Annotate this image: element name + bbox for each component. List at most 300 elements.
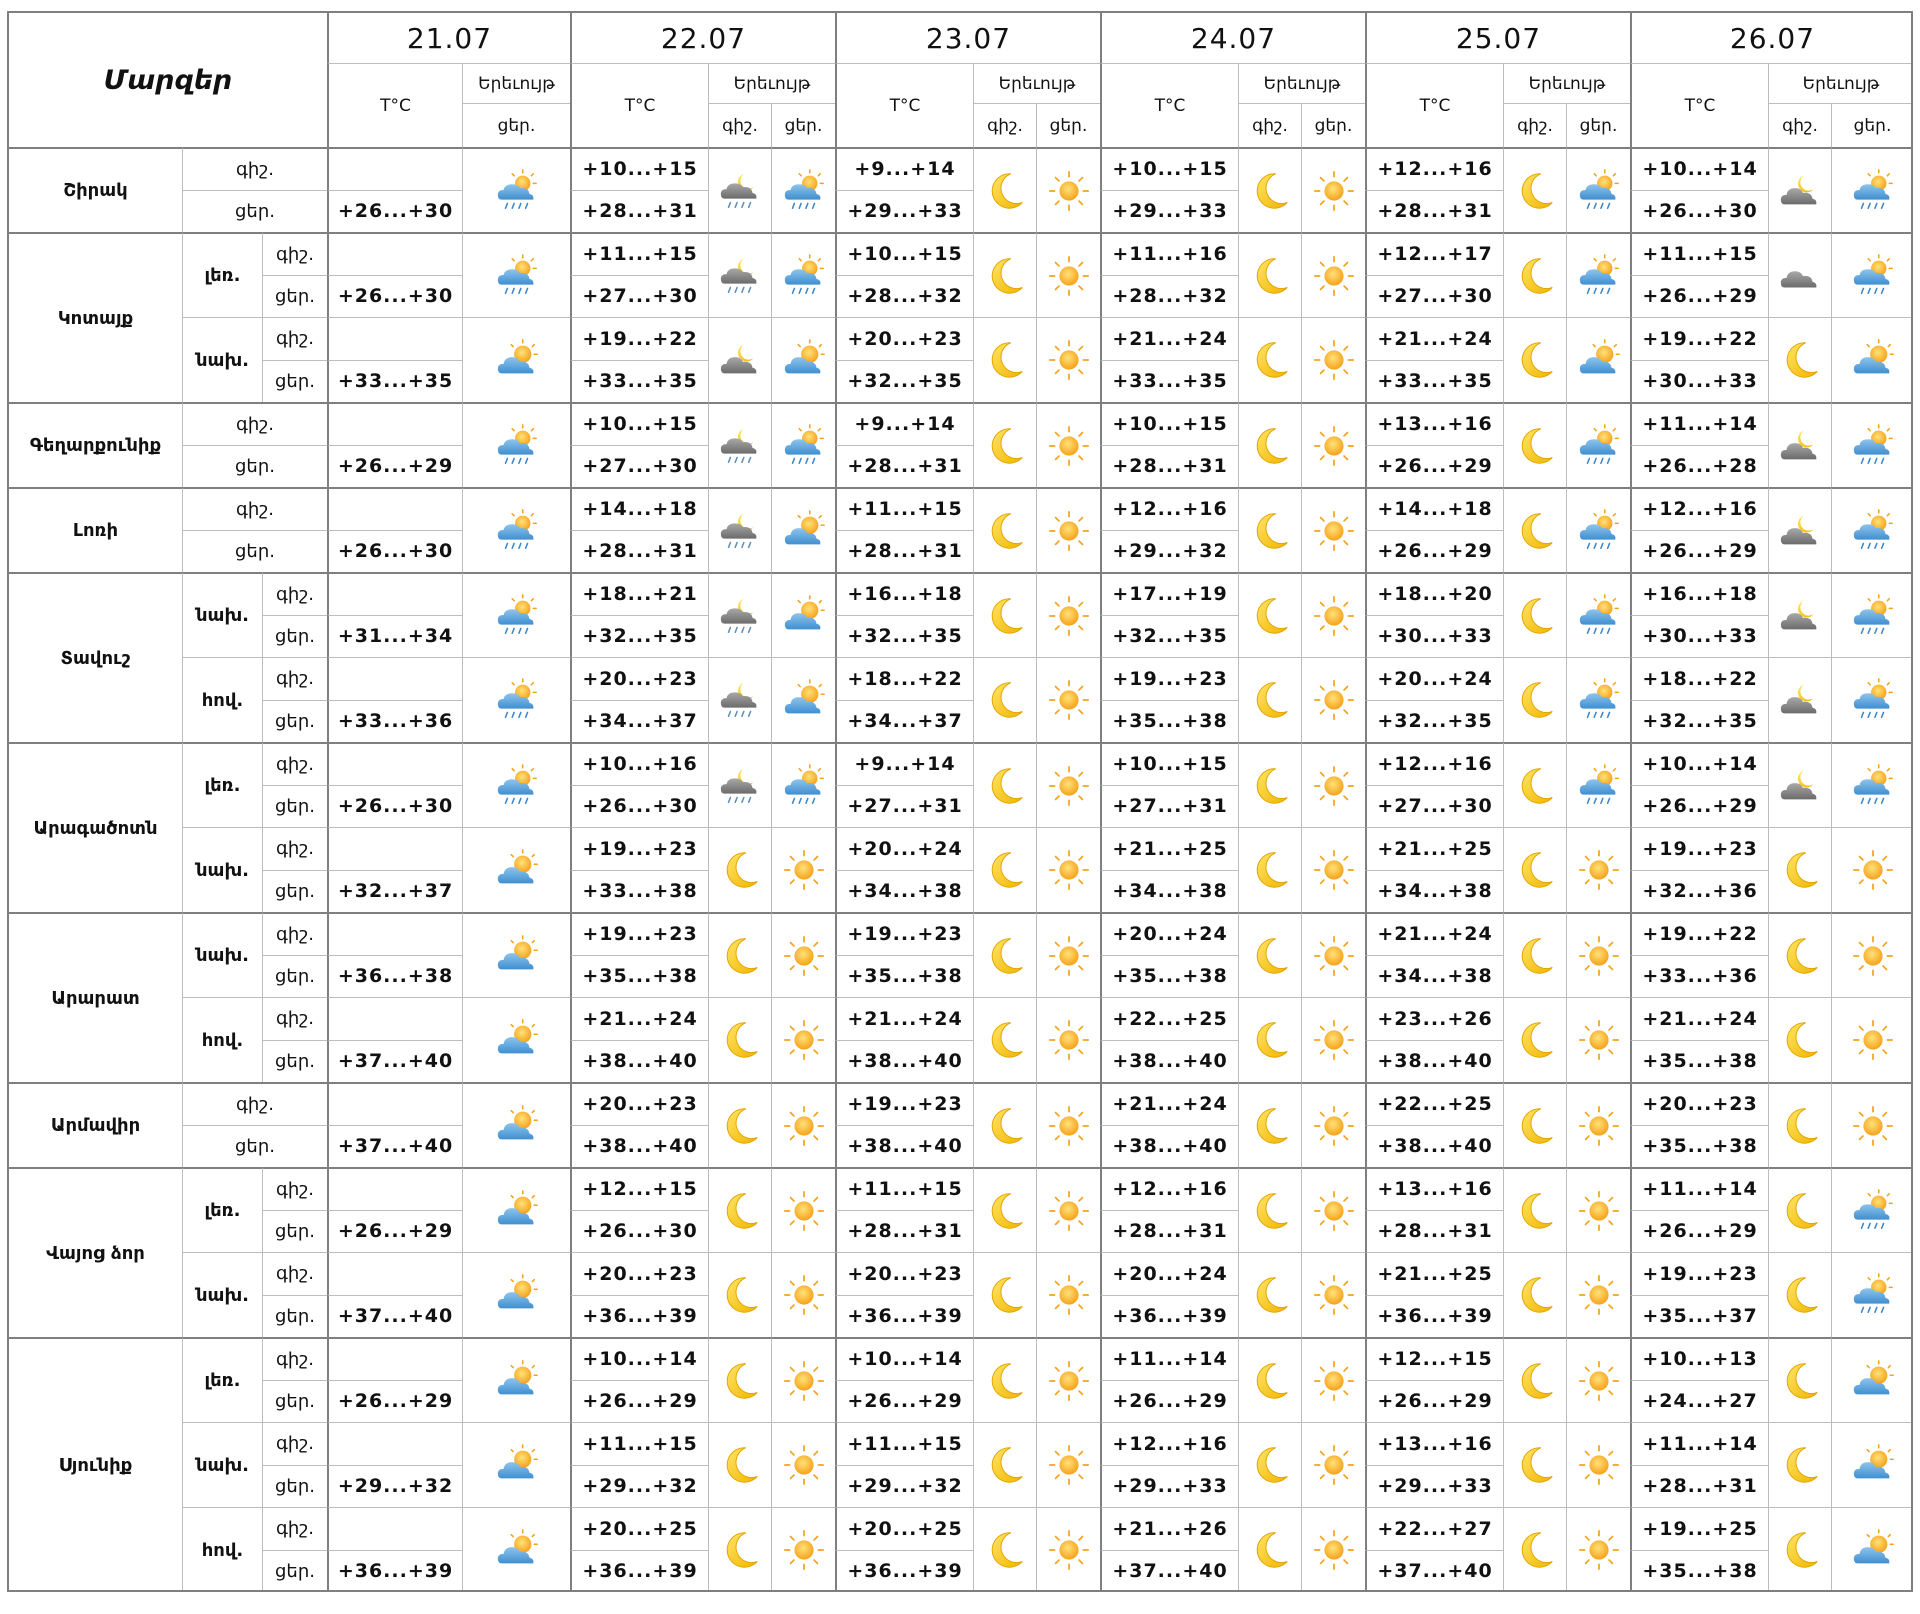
- temp-day-text: +26...+29: [1112, 1390, 1228, 1413]
- temp-day: [327, 1380, 462, 1423]
- weather-night-cell: [1238, 1337, 1301, 1422]
- moon-icon: [1512, 1442, 1558, 1488]
- weather-day-cell: [462, 1252, 570, 1337]
- weather-night-cell: [708, 232, 771, 317]
- night-label: [262, 657, 327, 700]
- temp-day-text: +31...+34: [337, 625, 454, 648]
- weather-day-cell: [462, 402, 570, 487]
- region-name: [7, 147, 182, 232]
- temp-day: [570, 1040, 708, 1083]
- zone-label: [182, 317, 262, 402]
- temp-night: [570, 1167, 708, 1210]
- weather-night-cell: [973, 657, 1036, 742]
- temp-day-text: +37...+40: [337, 1135, 454, 1158]
- temp-day: [1630, 615, 1768, 658]
- temp-day: [327, 700, 462, 743]
- weather-day-cell: [1036, 1337, 1100, 1422]
- sun-icon: [1046, 508, 1092, 554]
- sun-rain-icon: [1850, 253, 1896, 299]
- weather-day-cell: [1036, 147, 1100, 232]
- temp-night-text: +10...+14: [1642, 158, 1758, 181]
- night-label: [262, 827, 327, 870]
- temp-day-text: +36...+39: [582, 1305, 698, 1328]
- temp-day-text: +33...+35: [1377, 370, 1493, 393]
- sun-rain-icon: [1576, 508, 1622, 554]
- temp-day: [1630, 1040, 1768, 1083]
- temp-night-empty: [327, 1252, 462, 1295]
- weather-day-cell: [1036, 572, 1100, 657]
- weather-day-cell: [1566, 657, 1630, 742]
- temp-day-text: +29...+32: [1112, 540, 1228, 563]
- temp-day: [835, 1040, 973, 1083]
- cloud-moon-icon: [1777, 168, 1823, 214]
- weather-day-cell: [1831, 657, 1913, 742]
- temp-night-text: +19...+23: [847, 923, 963, 946]
- weather-day-cell: [1566, 742, 1630, 827]
- day-label: [262, 1380, 327, 1423]
- weather-day-cell: [771, 1507, 835, 1592]
- temp-night: [1365, 742, 1503, 785]
- zone-label: [182, 742, 262, 827]
- weather-night-cell: [708, 487, 771, 572]
- temp-day: [1630, 275, 1768, 318]
- weather-night-cell: [708, 572, 771, 657]
- night-label: [182, 1082, 327, 1125]
- weather-day-cell: [1301, 1252, 1365, 1337]
- weather-day-cell: [1036, 1252, 1100, 1337]
- date-header-text: 23.07: [925, 21, 1012, 55]
- weather-day-cell: [1036, 1082, 1100, 1167]
- temp-day-text: +36...+39: [1377, 1305, 1493, 1328]
- weather-day-cell: [1831, 1422, 1913, 1507]
- weather-night-cell: [1238, 742, 1301, 827]
- region-name: [7, 1167, 182, 1337]
- region-name-text: Սյունիք: [58, 1455, 133, 1476]
- sun-icon: [1311, 1442, 1357, 1488]
- day-label: [262, 1210, 327, 1253]
- weather-day-cell: [1566, 572, 1630, 657]
- temp-night-empty: [327, 232, 462, 275]
- weather-night-cell: [1503, 487, 1566, 572]
- weather-night-cell: [973, 572, 1036, 657]
- temp-day-text: +30...+33: [1642, 370, 1758, 393]
- temp-night-text: +19...+23: [1642, 837, 1758, 860]
- temp-day: [327, 360, 462, 403]
- temp-day-text: +32...+35: [847, 625, 963, 648]
- temp-day-text: +38...+40: [582, 1050, 698, 1073]
- temp-day-text: +24...+27: [1642, 1390, 1758, 1413]
- temp-day-text: +37...+40: [337, 1050, 454, 1073]
- temp-day-text: +38...+40: [1112, 1135, 1228, 1158]
- sun-rain-icon: [494, 168, 540, 214]
- sun-icon: [1046, 593, 1092, 639]
- temp-night-text: +20...+23: [582, 1262, 698, 1285]
- moon-icon: [1247, 1103, 1293, 1149]
- temp-day: [835, 1550, 973, 1593]
- date-header: [835, 11, 1100, 63]
- cloud-moon-rain-icon: [717, 253, 763, 299]
- temp-day-text: +26...+29: [337, 1390, 454, 1413]
- temp-day-text: +32...+35: [847, 370, 963, 393]
- sun-cloud-icon: [781, 337, 827, 383]
- temp-night-text: +18...+22: [847, 667, 963, 690]
- temp-day: [835, 700, 973, 743]
- night-label-text: գիշ.: [276, 328, 314, 350]
- temp-day: [835, 955, 973, 998]
- temp-day: [1100, 1465, 1238, 1508]
- zone-label: [182, 232, 262, 317]
- region-name-text: Արագածոտն: [33, 817, 158, 839]
- temp-day-text: +35...+38: [847, 965, 963, 988]
- night-label: [262, 1422, 327, 1465]
- temp-night: [1630, 742, 1768, 785]
- moon-icon: [1512, 1527, 1558, 1573]
- temp-day-text: +34...+37: [847, 710, 963, 733]
- temp-night: [570, 1422, 708, 1465]
- temp-day-text: +30...+33: [1642, 625, 1758, 648]
- weather-day-cell: [1831, 572, 1913, 657]
- temp-night-text: +22...+25: [1377, 1093, 1493, 1116]
- temp-night-text: +12...+16: [1112, 498, 1228, 521]
- temp-day-text: +29...+32: [847, 1475, 963, 1498]
- temp-night: [570, 402, 708, 445]
- day-label: [262, 785, 327, 828]
- cloud-moon-rain-icon: [717, 763, 763, 809]
- cloud-moon-icon: [1777, 508, 1823, 554]
- day-subheader: [1301, 103, 1365, 147]
- zone-label: [182, 912, 262, 997]
- sun-icon: [1311, 847, 1357, 893]
- moon-icon: [1247, 337, 1293, 383]
- weather-day-cell: [1301, 487, 1365, 572]
- temp-night: [570, 232, 708, 275]
- weather-day-cell: [462, 1337, 570, 1422]
- night-subheader-text: գիշ.: [987, 115, 1023, 136]
- temp-night: [835, 912, 973, 955]
- temp-night: [1100, 1422, 1238, 1465]
- day-subheader: [1831, 103, 1913, 147]
- weather-night-cell: [1503, 232, 1566, 317]
- phenomenon-header-text: Երեւույթ: [1528, 73, 1606, 94]
- weather-day-cell: [1831, 742, 1913, 827]
- zone-label: [182, 572, 262, 657]
- temp-day: [1100, 1125, 1238, 1168]
- weather-night-cell: [1238, 1422, 1301, 1507]
- moon-icon: [1512, 677, 1558, 723]
- temp-night-text: +21...+25: [1377, 1262, 1493, 1285]
- temp-night-text: +16...+18: [847, 583, 963, 606]
- temp-day: [570, 785, 708, 828]
- temp-day-text: +32...+37: [337, 880, 454, 903]
- region-name: [7, 1337, 182, 1592]
- moon-icon: [982, 933, 1028, 979]
- temp-day: [327, 275, 462, 318]
- temp-night-empty: [327, 1422, 462, 1465]
- weather-day-cell: [1831, 1507, 1913, 1592]
- phenomenon-header-text: Երեւույթ: [1802, 73, 1880, 94]
- weather-night-cell: [1503, 147, 1566, 232]
- temp-day-text: +33...+36: [337, 710, 454, 733]
- phenomenon-header-text: Երեւույթ: [733, 73, 811, 94]
- temp-night-text: +21...+25: [1377, 837, 1493, 860]
- temp-night: [835, 997, 973, 1040]
- day-subheader-text: ցեր.: [1049, 115, 1088, 136]
- moon-icon: [982, 168, 1028, 214]
- temp-night: [1630, 657, 1768, 700]
- moon-icon: [1247, 1188, 1293, 1234]
- moon-icon: [1512, 168, 1558, 214]
- sun-icon: [1311, 1272, 1357, 1318]
- temp-night: [1100, 657, 1238, 700]
- sun-rain-icon: [1576, 593, 1622, 639]
- temp-night: [1365, 402, 1503, 445]
- moon-icon: [1247, 1272, 1293, 1318]
- zone-label: [182, 657, 262, 742]
- sun-cloud-icon: [1576, 337, 1622, 383]
- temp-day-text: +35...+38: [582, 965, 698, 988]
- sun-icon: [1311, 423, 1357, 469]
- temp-night-text: +21...+24: [1112, 1093, 1228, 1116]
- temp-day: [835, 615, 973, 658]
- weather-night-cell: [1768, 1252, 1831, 1337]
- temp-day-text: +33...+35: [582, 370, 698, 393]
- weather-day-cell: [462, 827, 570, 912]
- weather-night-cell: [973, 317, 1036, 402]
- phenomenon-header: [973, 63, 1100, 103]
- day-label: [262, 275, 327, 318]
- temp-header-text: T°C: [1419, 95, 1451, 116]
- temp-night: [1630, 147, 1768, 190]
- temp-night-empty: [327, 1507, 462, 1550]
- sun-icon: [1311, 677, 1357, 723]
- night-label: [182, 147, 327, 190]
- temp-night-text: +10...+14: [1642, 753, 1758, 776]
- moon-icon: [982, 508, 1028, 554]
- night-subheader: [973, 103, 1036, 147]
- temp-day: [1365, 785, 1503, 828]
- temp-day: [1630, 1295, 1768, 1338]
- weather-night-cell: [1238, 402, 1301, 487]
- temp-night-text: +9...+14: [854, 158, 956, 181]
- temp-night-empty: [327, 1082, 462, 1125]
- region-name: [7, 912, 182, 1082]
- weather-day-cell: [1036, 402, 1100, 487]
- weather-night-cell: [1503, 1422, 1566, 1507]
- moon-icon: [1777, 1442, 1823, 1488]
- weather-night-cell: [1768, 487, 1831, 572]
- temp-day: [1365, 275, 1503, 318]
- temp-day: [1630, 190, 1768, 233]
- temp-day: [1365, 445, 1503, 488]
- moon-icon: [982, 423, 1028, 469]
- temp-night: [1100, 1167, 1238, 1210]
- temp-night-text: +12...+16: [1642, 498, 1758, 521]
- weather-night-cell: [708, 1422, 771, 1507]
- temp-day: [1630, 1380, 1768, 1423]
- moon-icon: [1247, 593, 1293, 639]
- temp-night-text: +20...+23: [847, 1262, 963, 1285]
- moon-icon: [1247, 1017, 1293, 1063]
- night-subheader: [1503, 103, 1566, 147]
- temp-night: [1365, 487, 1503, 530]
- temp-day: [1100, 615, 1238, 658]
- temp-day-text: +29...+32: [337, 1475, 454, 1498]
- date-header: [327, 11, 570, 63]
- temp-night: [1365, 317, 1503, 360]
- temp-night: [1100, 487, 1238, 530]
- temp-day-text: +33...+38: [582, 880, 698, 903]
- sun-icon: [781, 847, 827, 893]
- temp-day-text: +26...+29: [337, 1220, 454, 1243]
- weather-day-cell: [1036, 232, 1100, 317]
- region-name: [7, 232, 182, 402]
- weather-night-cell: [1503, 1507, 1566, 1592]
- weather-day-cell: [1566, 1167, 1630, 1252]
- weather-day-cell: [1301, 827, 1365, 912]
- temp-day-text: +26...+29: [1642, 540, 1758, 563]
- temp-day-text: +34...+38: [847, 880, 963, 903]
- weather-night-cell: [1503, 997, 1566, 1082]
- temp-day: [570, 700, 708, 743]
- weather-night-cell: [1503, 1082, 1566, 1167]
- temp-night-text: +22...+27: [1377, 1517, 1493, 1540]
- temp-day: [1365, 1295, 1503, 1338]
- weather-day-cell: [1301, 1337, 1365, 1422]
- temp-day: [570, 445, 708, 488]
- moon-icon: [1247, 253, 1293, 299]
- weather-night-cell: [1768, 742, 1831, 827]
- region-name-text: Վայոց ձոր: [46, 1242, 145, 1264]
- temp-day-text: +34...+37: [582, 710, 698, 733]
- temp-night-text: +11...+15: [1642, 243, 1758, 266]
- sun-icon: [1046, 933, 1092, 979]
- weather-day-cell: [771, 317, 835, 402]
- temp-night-text: +19...+23: [1112, 667, 1228, 690]
- temp-night-empty: [327, 997, 462, 1040]
- weather-night-cell: [1768, 1167, 1831, 1252]
- temp-day: [835, 1125, 973, 1168]
- temp-day: [1630, 360, 1768, 403]
- sun-icon: [1311, 763, 1357, 809]
- moon-icon: [1247, 1527, 1293, 1573]
- temp-night-text: +11...+15: [847, 1432, 963, 1455]
- temp-day-text: +37...+40: [1112, 1560, 1228, 1583]
- moon-icon: [1777, 933, 1823, 979]
- temp-night-text: +20...+23: [847, 327, 963, 350]
- zone-label-text: լեռ.: [204, 775, 241, 796]
- weather-day-cell: [1036, 742, 1100, 827]
- temp-night-text: +10...+15: [847, 243, 963, 266]
- sun-rain-icon: [1850, 508, 1896, 554]
- temp-day: [327, 615, 462, 658]
- weather-night-cell: [1503, 317, 1566, 402]
- weather-day-cell: [1301, 1507, 1365, 1592]
- sun-icon: [1311, 1103, 1357, 1149]
- weather-night-cell: [1238, 147, 1301, 232]
- night-label: [262, 317, 327, 360]
- temp-night: [1630, 232, 1768, 275]
- temp-day: [1100, 1040, 1238, 1083]
- day-label: [262, 870, 327, 913]
- sun-icon: [781, 933, 827, 979]
- night-subheader-text: գիշ.: [1782, 115, 1818, 136]
- temp-night: [1100, 1252, 1238, 1295]
- temp-night-text: +13...+16: [1377, 413, 1493, 436]
- weather-forecast-table: [7, 11, 1913, 1611]
- temp-day-text: +32...+35: [582, 625, 698, 648]
- temp-night-text: +13...+16: [1377, 1432, 1493, 1455]
- sun-icon: [1311, 337, 1357, 383]
- temp-day: [1365, 1125, 1503, 1168]
- sun-rain-icon: [1576, 763, 1622, 809]
- sun-icon: [1311, 933, 1357, 979]
- sun-rain-icon: [1850, 1272, 1896, 1318]
- moon-icon: [982, 847, 1028, 893]
- temp-night: [835, 317, 973, 360]
- temp-day: [1630, 530, 1768, 573]
- weather-night-cell: [1503, 1252, 1566, 1337]
- temp-night: [835, 402, 973, 445]
- temp-night: [1365, 1337, 1503, 1380]
- day-label-text: ցեր.: [275, 795, 315, 817]
- weather-night-cell: [1768, 402, 1831, 487]
- temp-night: [570, 742, 708, 785]
- weather-night-cell: [973, 1082, 1036, 1167]
- weather-night-cell: [708, 317, 771, 402]
- temp-day: [327, 1295, 462, 1338]
- weather-night-cell: [1768, 147, 1831, 232]
- date-header-text: 21.07: [406, 21, 493, 55]
- temp-night-text: +16...+18: [1642, 583, 1758, 606]
- day-subheader: [1036, 103, 1100, 147]
- temp-day: [1100, 955, 1238, 998]
- weather-day-cell: [771, 1082, 835, 1167]
- day-label: [182, 445, 327, 488]
- zone-label-text: նախ.: [195, 1454, 249, 1476]
- weather-day-cell: [462, 147, 570, 232]
- temp-header-text: T°C: [624, 95, 656, 116]
- sun-icon: [1046, 1103, 1092, 1149]
- temp-day: [570, 1210, 708, 1253]
- temp-day-text: +28...+31: [1112, 455, 1228, 478]
- temp-night-text: +9...+14: [854, 753, 956, 776]
- weather-day-cell: [1036, 1167, 1100, 1252]
- weather-night-cell: [973, 147, 1036, 232]
- sun-cloud-icon: [494, 933, 540, 979]
- temp-night: [1630, 487, 1768, 530]
- sun-icon: [781, 1442, 827, 1488]
- region-name-text: Շիրակ: [63, 180, 128, 201]
- weather-night-cell: [1503, 1337, 1566, 1422]
- temp-night-text: +11...+15: [847, 498, 963, 521]
- temp-night: [835, 487, 973, 530]
- temp-night: [1100, 1082, 1238, 1125]
- temp-day-text: +26...+29: [582, 1390, 698, 1413]
- temp-day: [327, 190, 462, 233]
- weather-night-cell: [1768, 827, 1831, 912]
- weather-day-cell: [1831, 997, 1913, 1082]
- temp-day: [1630, 785, 1768, 828]
- temp-night-text: +21...+24: [1377, 327, 1493, 350]
- temp-header-text: T°C: [889, 95, 921, 116]
- day-label-text: ցեր.: [235, 200, 275, 222]
- temp-header-text: T°C: [380, 95, 411, 116]
- moon-icon: [717, 847, 763, 893]
- weather-day-cell: [771, 997, 835, 1082]
- temp-night: [1100, 147, 1238, 190]
- moon-icon: [982, 1272, 1028, 1318]
- temp-night: [1100, 742, 1238, 785]
